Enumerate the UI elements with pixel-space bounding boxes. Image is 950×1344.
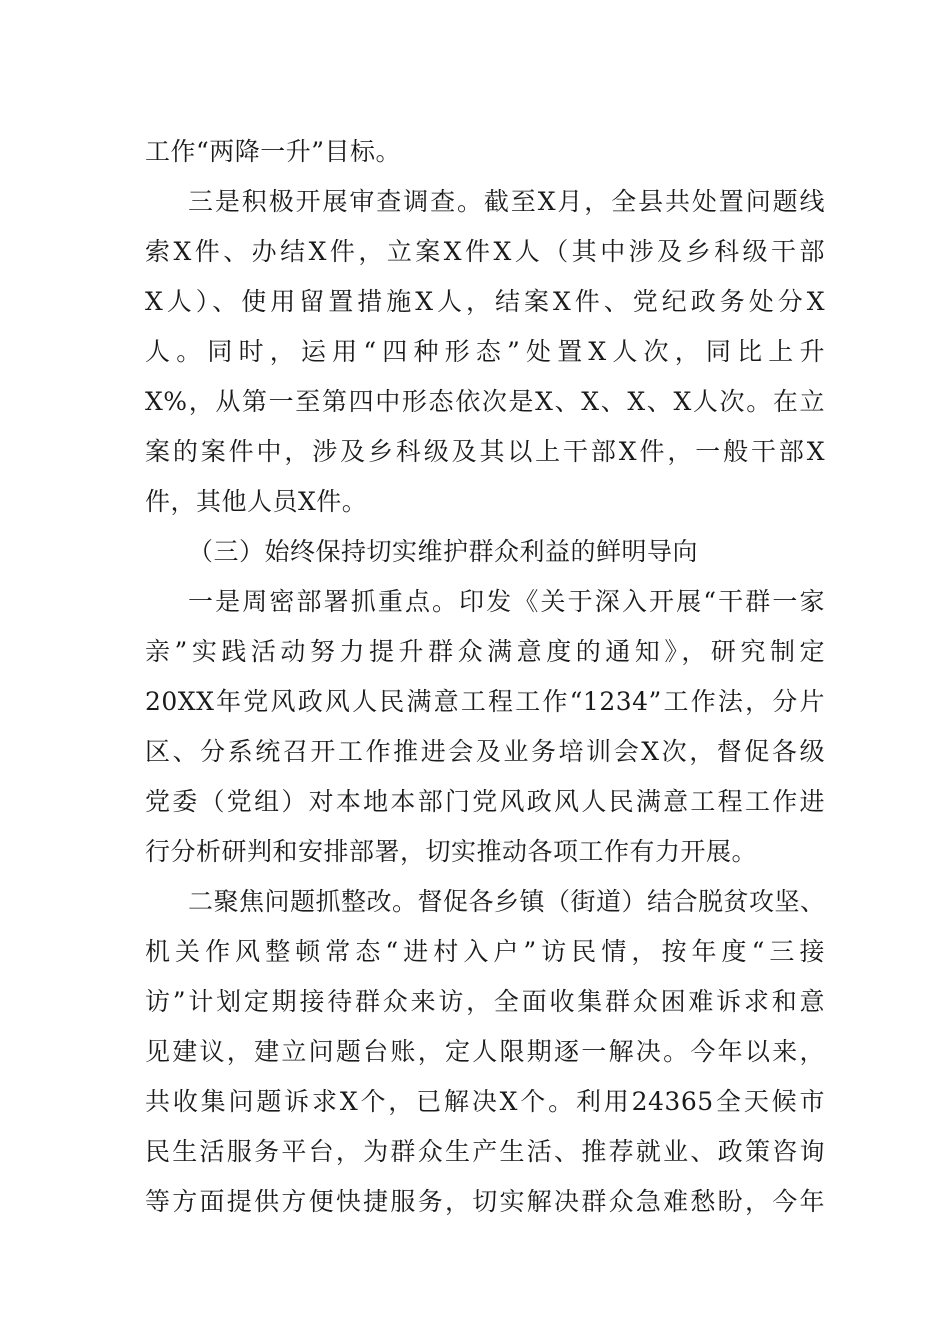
text-line: 二聚焦问题抓整改。督促各乡镇（街道）结合脱贫攻坚、 bbox=[188, 887, 826, 916]
text-line: 亲”实践活动努力提升群众满意度的通知》，研究制定 bbox=[145, 637, 825, 666]
text-line: 索X件、办结X件，立案X件X人（其中涉及乡科级干部 bbox=[145, 237, 825, 266]
text-line: 机关作风整顿常态“进村入户”访民情，按年度“三接 bbox=[145, 937, 825, 966]
text-line: 一是周密部署抓重点。印发《关于深入开展“干群一家 bbox=[188, 587, 825, 616]
text-line: 20XX年党风政风人民满意工程工作“1234”工作法，分片 bbox=[145, 687, 825, 716]
text-line: 访”计划定期接待群众来访，全面收集群众困难诉求和意 bbox=[145, 987, 825, 1016]
text-line: 件，其他人员X件。 bbox=[145, 487, 368, 516]
text-line: 行分析研判和安排部署，切实推动各项工作有力开展。 bbox=[145, 837, 758, 866]
text-line: X%，从第一至第四中形态依次是X、X、X、X人次。在立 bbox=[145, 387, 825, 416]
text-line: 人。同时，运用“四种形态”处置X人次，同比上升 bbox=[145, 337, 825, 366]
text-line: 区、分系统召开工作推进会及业务培训会X次，督促各级 bbox=[145, 737, 825, 766]
text-line: 党委（党组）对本地本部门党风政风人民满意工程工作进 bbox=[145, 787, 825, 816]
text-line: 共收集问题诉求X个，已解决X个。利用24365全天候市 bbox=[145, 1087, 825, 1116]
text-line: X人）、使用留置措施X人，结案X件、党纪政务处分X bbox=[145, 287, 825, 316]
text-line: 民生活服务平台，为群众生产生活、推荐就业、政策咨询 bbox=[145, 1137, 825, 1166]
text-line: 工作“两降一升”目标。 bbox=[145, 137, 402, 166]
section-heading: （三）始终保持切实维护群众利益的鲜明导向 bbox=[188, 537, 699, 566]
text-line: 三是积极开展审查调查。截至X月，全县共处置问题线 bbox=[188, 187, 825, 216]
text-line: 等方面提供方便快捷服务，切实解决群众急难愁盼，今年 bbox=[145, 1187, 825, 1216]
text-line: 案的案件中，涉及乡科级及其以上干部X件，一般干部X bbox=[145, 437, 825, 466]
text-line: 见建议，建立问题台账，定人限期逐一解决。今年以来， bbox=[145, 1037, 825, 1066]
